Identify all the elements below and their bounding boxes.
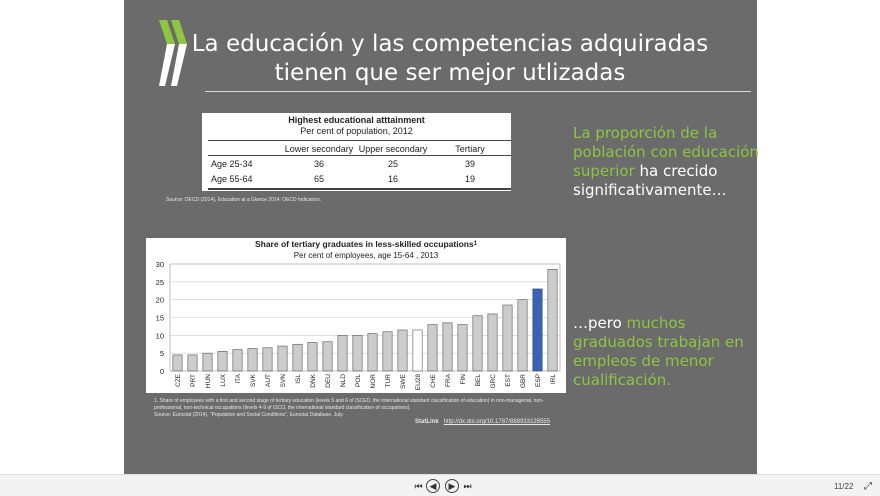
side1-part1: La proporción de la <box>573 124 718 142</box>
table-rule-mid <box>208 155 511 156</box>
side1-part3: superior <box>573 162 635 180</box>
x-tick-label: SVN <box>280 374 287 388</box>
x-tick-label: SWE <box>400 374 407 389</box>
slide-title <box>190 30 710 88</box>
x-tick-label: CZE <box>175 374 182 387</box>
table-subtitle: Per cent of population, 2012 <box>300 126 413 136</box>
x-tick-label: ISL <box>295 374 302 384</box>
footnote-line3: Source: Eurostat (2014), "Population and Social Conditions", Eurostat Database, July. <box>154 412 344 418</box>
table-title: Highest educational atttainment <box>288 115 425 125</box>
bar-irl <box>548 269 557 371</box>
table-header-lower-secondary: Lower secondary <box>284 144 354 154</box>
bar-pol <box>353 335 362 371</box>
chart-title: Share of tertiary graduates in less-skilled occupations$^1$ <box>254 239 478 249</box>
x-tick-label: DEU <box>325 374 332 388</box>
table-cell: 65 <box>313 174 324 184</box>
side2-part1: …pero <box>573 314 627 332</box>
side2-part5: cualificación. <box>573 371 672 389</box>
bar-est <box>503 305 512 371</box>
side1-part5: significativamente… <box>573 181 727 199</box>
bar-dnk <box>308 342 317 371</box>
x-tick-label: BEL <box>475 374 482 387</box>
table-rule-top <box>208 140 511 141</box>
bar-eu28 <box>413 330 422 371</box>
bar-deu <box>323 342 332 371</box>
x-tick-label: AUT <box>265 374 272 387</box>
x-tick-label: PRT <box>190 374 197 387</box>
y-tick-label: 5 <box>159 349 164 359</box>
previous-slide-button[interactable]: ◀ <box>426 479 440 493</box>
x-tick-label: EST <box>505 374 512 387</box>
x-tick-label: ESP <box>535 374 542 388</box>
statlink <box>415 419 550 425</box>
x-tick-label: EU28 <box>415 374 422 391</box>
footnote-line1: 1. Share of employees with a first and second stage of tertiary education (levels 5 and 6 of ISCED, the international standard classification of education) in non-managerial, non- <box>154 398 544 404</box>
x-tick-label: CHE <box>430 374 437 388</box>
bar-fra <box>443 323 452 371</box>
attainment-table <box>202 113 511 191</box>
x-tick-label: ITA <box>235 374 242 384</box>
x-tick-label: POL <box>355 374 362 388</box>
footnote-line2: professional, non-technical occupations (levels 4-9 of ISCO, the international standard classification of occupations). <box>154 405 411 411</box>
table-source: Source: OECD (2014), Education at a Glance 2014: OECD Indicators. <box>166 197 322 203</box>
statlink-url[interactable]: http://dx.doi.org/10.1787/888933128555 <box>443 419 551 425</box>
tertiary-graduates-chart <box>146 238 566 393</box>
table-cell: 36 <box>313 159 324 169</box>
slide-title-line2: tienen que ser mejor utlizadas <box>274 60 626 86</box>
table-cell: 39 <box>464 159 475 169</box>
chart-footnote <box>154 398 574 419</box>
x-tick-label: IRL <box>550 374 557 385</box>
bar-nor <box>368 334 377 371</box>
bar-svk <box>248 349 257 371</box>
title-divider <box>205 91 751 92</box>
bar-aut <box>263 348 272 371</box>
bar-ita <box>233 350 242 371</box>
slide-title-line1: La educación y las competencias adquiradas <box>191 31 709 57</box>
side1-part4: ha crecido <box>634 162 718 180</box>
x-tick-label: SVK <box>250 374 257 388</box>
y-tick-label: 0 <box>159 367 164 376</box>
chart-panel <box>146 238 566 393</box>
play-button[interactable]: ▶ <box>445 479 459 493</box>
x-tick-label: NOR <box>370 374 377 389</box>
y-tick-label: 25 <box>155 277 164 287</box>
y-tick-label: 30 <box>155 260 164 269</box>
side-text-skills <box>573 314 744 390</box>
bar-esp <box>533 289 542 371</box>
bar-grc <box>488 314 497 371</box>
bar-lux <box>218 351 227 371</box>
table-cell: 25 <box>387 159 398 169</box>
side1-part2: población con educación <box>573 143 759 161</box>
bar-nld <box>338 335 347 371</box>
side2-part4: empleos de menor <box>573 352 714 370</box>
first-slide-icon[interactable]: ⏮ <box>414 481 423 491</box>
oecd-logo <box>157 20 193 86</box>
x-tick-label: NLD <box>340 374 347 388</box>
side2-part2: muchos <box>626 314 686 332</box>
x-tick-label: HUN <box>205 374 212 389</box>
bar-svn <box>278 346 287 371</box>
x-tick-label: GRC <box>490 374 497 389</box>
bar-swe <box>398 330 407 371</box>
side2-part3: graduados trabajan en <box>573 333 744 351</box>
player-controls <box>0 474 880 496</box>
bar-gbr <box>518 300 527 371</box>
bar-isl <box>293 344 302 371</box>
bar-cze <box>173 355 182 371</box>
table-header-tertiary: Tertiary <box>455 144 485 154</box>
bar-fin <box>458 325 467 371</box>
x-tick-label: FRA <box>445 374 452 387</box>
bar-hun <box>203 353 212 371</box>
table-cell: 16 <box>387 174 398 184</box>
chart-subtitle: Per cent of employees, age 15-64 , 2013 <box>293 251 439 260</box>
side-text-attainment <box>573 124 759 200</box>
bar-prt <box>188 355 197 371</box>
y-tick-label: 10 <box>155 331 164 341</box>
bar-che <box>428 325 437 371</box>
table-cell: 19 <box>464 174 475 184</box>
table-row-label: Age 25-34 <box>211 159 253 169</box>
fullscreen-icon[interactable]: ⤢ <box>864 481 872 492</box>
y-tick-label: 20 <box>155 295 164 305</box>
table-row-label: Age 55-64 <box>211 174 253 184</box>
x-tick-label: DNK <box>310 374 317 388</box>
x-tick-label: TUR <box>385 374 392 388</box>
statlink-label: StatLink <box>415 419 439 425</box>
x-tick-label: FIN <box>460 374 467 385</box>
bar-bel <box>473 316 482 371</box>
x-tick-label: GBR <box>520 374 527 389</box>
bar-tur <box>383 332 392 371</box>
table-rule-bottom <box>208 188 511 190</box>
x-tick-label: LUX <box>220 374 227 387</box>
page-indicator: 11/22 <box>834 482 854 491</box>
y-tick-label: 15 <box>155 313 164 323</box>
table-header-upper-secondary: Upper secondary <box>358 144 428 154</box>
last-slide-icon[interactable]: ⏭ <box>463 481 472 491</box>
